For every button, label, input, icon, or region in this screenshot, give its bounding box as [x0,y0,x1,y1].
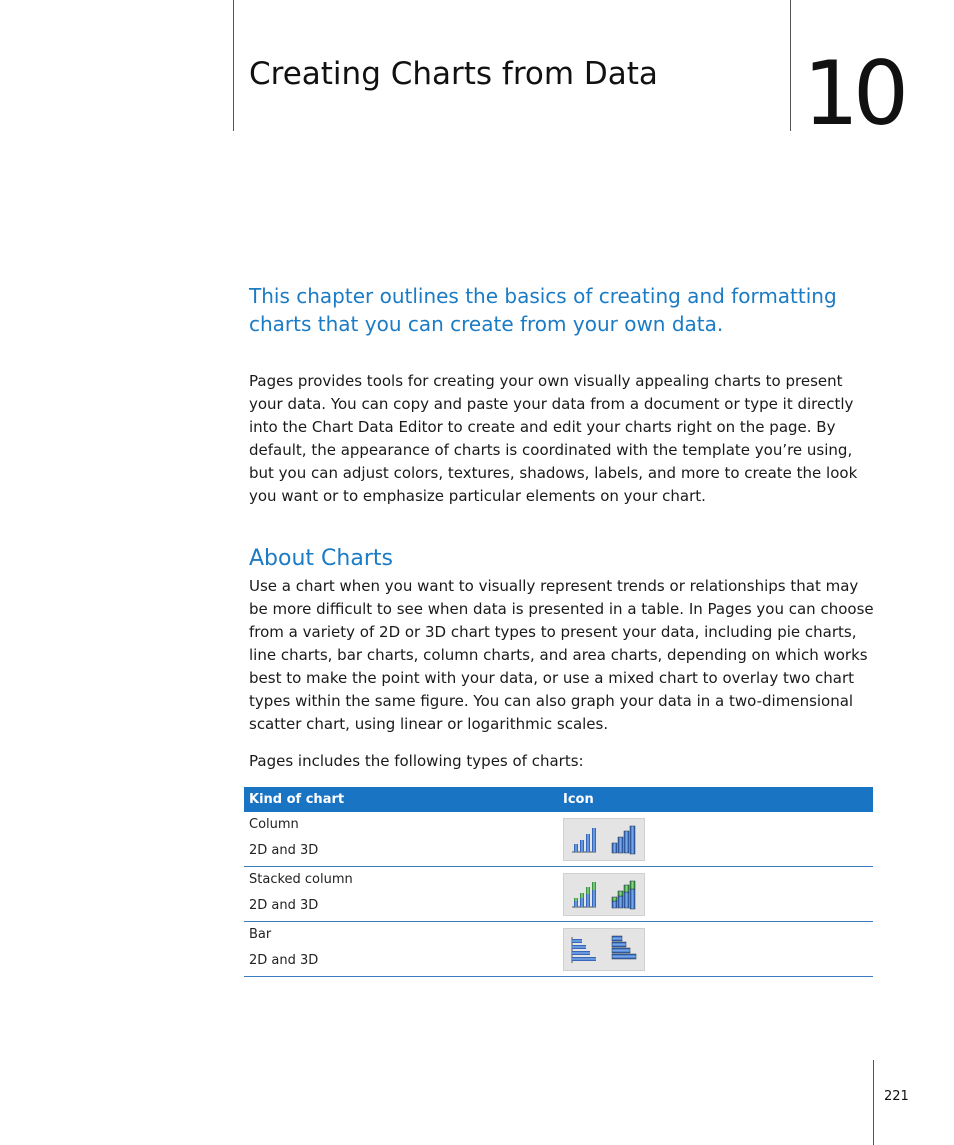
table-row [244,867,873,922]
kind-name: Stacked column [249,872,353,887]
chart-types-table [244,787,873,977]
table-row [244,922,873,977]
icon-cell [558,812,873,867]
column-chart-icon [563,818,645,861]
kind-dims: 2D and 3D [249,898,319,913]
kind-cell [244,922,558,977]
icon-cell [558,867,873,922]
folio-rule [873,1060,874,1145]
chapter-title: Creating Charts from Data [249,56,658,92]
kind-dims: 2D and 3D [249,953,319,968]
kind-cell [244,812,558,867]
chapter-rule-right [790,0,791,131]
bar-chart-icon [563,928,645,971]
kind-cell [244,867,558,922]
section-heading: About Charts [249,546,393,571]
header-icon: Icon [558,787,873,812]
icon-cell [558,922,873,977]
chapter-intro: This chapter outlines the basics of creating and formatting charts that you can create from your own data. [249,284,837,336]
kind-name: Bar [249,927,272,942]
page-number: 221 [884,1089,909,1104]
table-row [244,812,873,867]
body-paragraph: Use a chart when you want to visually represent trends or relationships that may be more difficult to see when data is presented in a table. In Pages you can choose from a variety of 2D or 3D chart types to present your data, including pie charts, line charts, bar charts, column charts, and area charts, depending on which works best to make the point with your data, or use a mixed chart to overlay two chart types within the same figure. You can also graph your data in a two-dimensional scatter chart, using linear or logarithmic scales. [249,577,874,733]
header-kind: Kind of chart [244,787,558,812]
body-paragraph: Pages includes the following types of charts: [249,752,584,770]
chapter-rule-left [233,0,234,131]
kind-dims: 2D and 3D [249,843,319,858]
stacked-column-chart-icon [563,873,645,916]
body-paragraph: Pages provides tools for creating your own visually appealing charts to present your data. You can copy and paste your data from a document or type it directly into the Chart Data Editor to create and edit your charts right on the page. By default, the appearance of charts is coordinated with the template you’re using, but you can adjust colors, textures, shadows, labels, and more to create the look you want or to emphasize particular elements on your chart. [249,372,858,505]
table-header-row [244,787,873,812]
chapter-number: 10 [803,42,903,145]
kind-name: Column [249,817,299,832]
